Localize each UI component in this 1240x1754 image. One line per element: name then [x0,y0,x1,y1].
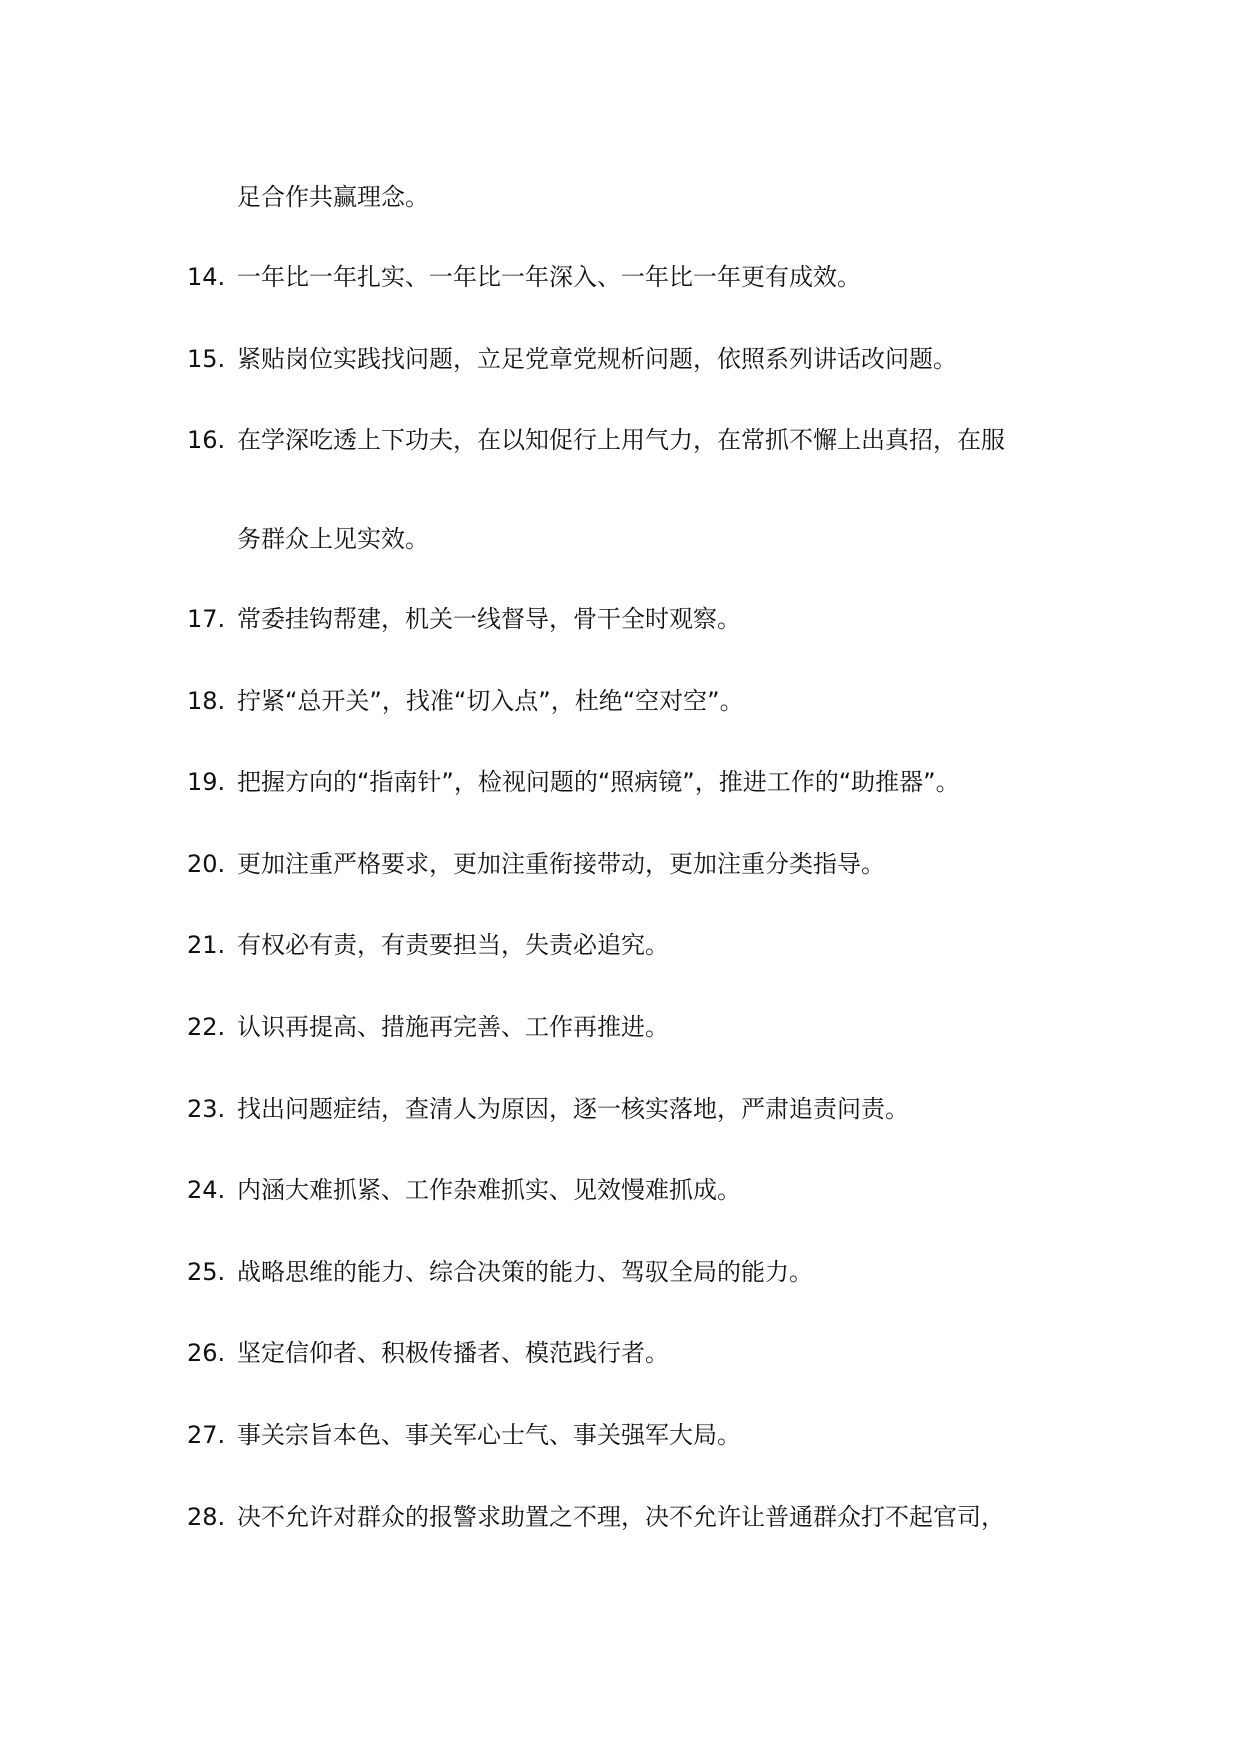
item-text: 紧贴岗位实践找问题，立足党章党规析问题，依照系列讲话改问题。 [237,345,957,373]
item-number: 16. [187,426,226,454]
line-text: 务群众上见实效。 [237,525,429,553]
item-text: 在学深吃透上下功夫，在以知促行上用气力，在常抓不懈上出真招，在服 [237,426,1005,454]
item-text: 一年比一年扎实、一年比一年深入、一年比一年更有成效。 [237,263,861,291]
list-item-14 [187,260,861,294]
item-text: 内涵大难抓紧、工作杂难抓实、见效慢难抓成。 [237,1176,741,1204]
item-text: 拧紧“总开关”，找准“切入点”，杜绝“空对空”。 [237,687,744,715]
item-number: 25. [187,1258,226,1286]
list-item-25 [187,1255,813,1289]
item-text: 决不允许对群众的报警求助置之不理，决不允许让普通群众打不起官司， [237,1503,1005,1531]
item-text: 常委挂钩帮建，机关一线督导，骨干全时观察。 [237,605,741,633]
item-number: 15. [187,345,226,373]
list-item-17 [187,602,741,636]
list-item-28 [187,1500,1005,1534]
list-item-continuation [237,180,429,214]
list-item-27 [187,1418,741,1452]
list-item-24 [187,1173,741,1207]
item-text: 把握方向的“指南针”，检视问题的“照病镜”，推进工作的“助推器”。 [237,768,960,796]
item-number: 23. [187,1095,226,1123]
list-item-26 [187,1336,669,1370]
item-number: 28. [187,1503,226,1531]
list-item-16 [187,423,1005,457]
list-item-21 [187,928,669,962]
item-text: 事关宗旨本色、事关军心士气、事关强军大局。 [237,1421,741,1449]
item-text: 有权必有责，有责要担当，失责必追究。 [237,931,669,959]
item-number: 14. [187,263,226,291]
item-text: 认识再提高、措施再完善、工作再推进。 [237,1013,669,1041]
list-item-19 [187,765,960,799]
item-number: 22. [187,1013,226,1041]
list-item-22 [187,1010,669,1044]
item-number: 18. [187,687,226,715]
item-number: 27. [187,1421,226,1449]
item-number: 19. [187,768,226,796]
item-text: 战略思维的能力、综合决策的能力、驾驭全局的能力。 [237,1258,813,1286]
item-text: 找出问题症结，查清人为原因，逐一核实落地，严肃追责问责。 [237,1095,909,1123]
item-number: 20. [187,850,226,878]
list-item-continuation [237,522,429,556]
list-item-18 [187,684,744,718]
list-item-20 [187,847,885,881]
item-number: 17. [187,605,226,633]
item-number: 26. [187,1339,226,1367]
line-text: 足合作共赢理念。 [237,183,429,211]
list-item-23 [187,1092,909,1126]
item-number: 24. [187,1176,226,1204]
item-text: 更加注重严格要求，更加注重衔接带动，更加注重分类指导。 [237,850,885,878]
list-item-15 [187,342,957,376]
item-number: 21. [187,931,226,959]
item-text: 坚定信仰者、积极传播者、模范践行者。 [237,1339,669,1367]
